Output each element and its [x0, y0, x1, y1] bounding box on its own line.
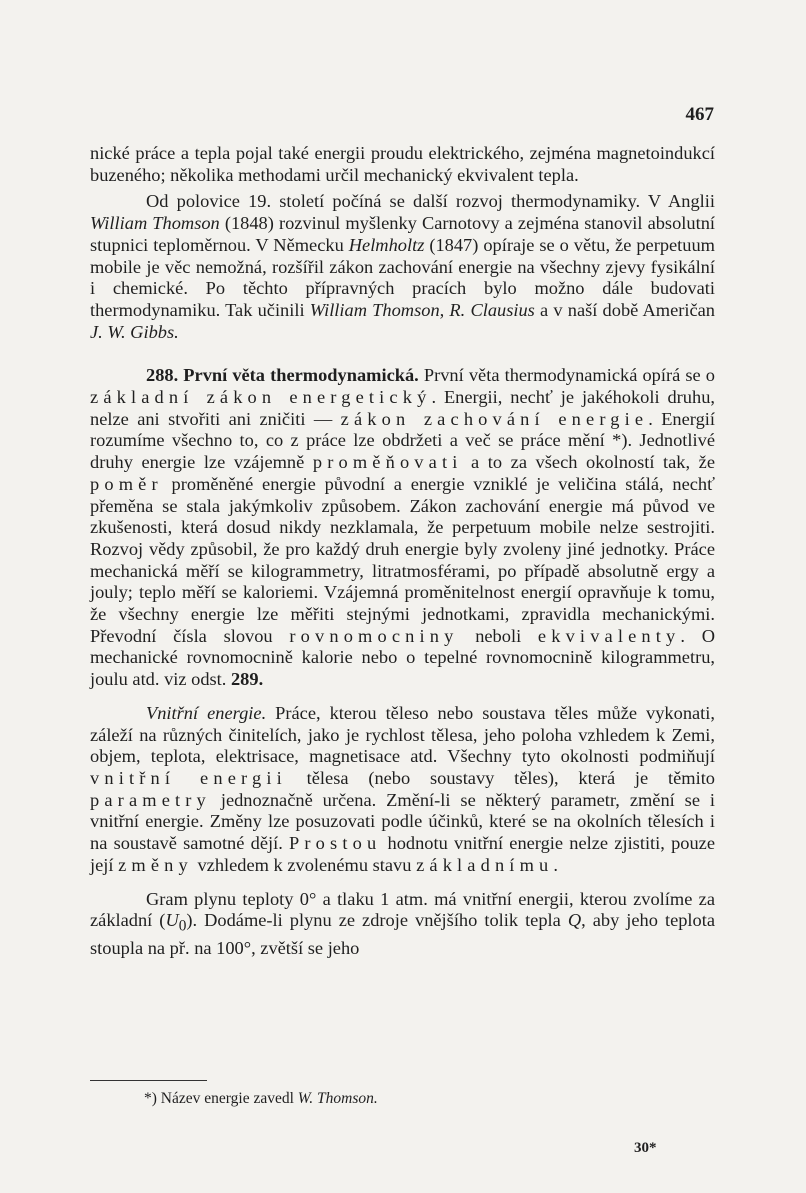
text-run: (1848) rozvinul myšlenky Carnotovy a zejména stanovil absolutní stupnici teploměrnou. V Německu — [90, 213, 716, 255]
spaced-term: rovnomocniny — [289, 625, 459, 646]
internal-energy-paragraph — [90, 703, 715, 877]
text-run: . Energií rozumíme všechno to, co z práce lze obdržeti a več se práce mění *). Jednotlivé druhy energie lze vzájemně — [90, 408, 715, 473]
spaced-term: poměr — [90, 473, 163, 494]
body-text — [90, 143, 715, 959]
text-run: hodnotu vnitřní energie nelze zjistiti, pouze její — [90, 833, 715, 875]
section-reference: 289. — [230, 669, 264, 690]
page-number: 467 — [685, 104, 714, 125]
spaced-term: parametry — [90, 789, 211, 810]
section-288-paragraph — [90, 365, 715, 691]
text-run: (1847) opíraje se o větu, že perpetuum mobile je věc nemožná, rozšířil zákon zachování energie na všechny zjevy fysikální i chemické. Po těchto přípravných pracích bylo možno dále budovati thermodynamiku. Tak učinili — [90, 234, 715, 320]
text-run: . — [553, 854, 558, 875]
person-name: J. W. Gibbs. — [90, 321, 179, 342]
spaced-term: základnímu — [416, 854, 554, 875]
text-run: neboli — [458, 625, 538, 646]
text-run: proměněné energie původní a energie vzniklé je veličina stálá, nechť přeměna se stala jakýmkoliv způsobem. Zákon zachování energie má původ ve zkušenosti, která dosud nikdy nezklamala, že perpetuum mobile nelze sestrojiti. Rozvoj vědy způsobil, že pro každý druh energie byly zvoleny jiné jednotky. Práce mechanická měří se kilogrammetry, litratmosférami, po případě absolutně ergy a jouly; teplo měří se kaloriemi. Vzájemná proměnitelnost energií opravňuje k tomu, že všechny energie lze měřiti stejnými jednotkami, zpravidla mechanickými. Převodní čísla slovou — [90, 473, 715, 646]
paragraph-1 — [90, 143, 715, 186]
math-subscript: 0 — [178, 917, 187, 935]
person-name: Helmholtz — [348, 234, 425, 255]
footnote — [144, 1090, 378, 1108]
sheet-signature: 30* — [634, 1140, 657, 1156]
italic-term: Vnitřní energie. — [146, 702, 267, 723]
text-run: a v naší době Američan — [534, 299, 715, 320]
text-run: Od polovice 19. století počíná se další rozvoj thermodynamiky. V Anglii — [146, 191, 715, 212]
footnote-rule — [90, 1080, 207, 1081]
person-name: W. Thomson. — [297, 1090, 378, 1107]
spaced-term: proměňovati — [312, 452, 463, 473]
person-name: William Thomson, R. Clausius — [309, 299, 535, 320]
spaced-term: vnitřní energii — [90, 767, 287, 788]
spaced-term: ekvivalenty — [537, 625, 681, 646]
text-run: a to za všech okolností tak, že — [462, 452, 715, 473]
text-run: tělesa (nebo soustavy těles), která je těmito — [286, 767, 715, 788]
math-variable: U — [165, 910, 179, 931]
text-run: nické práce a tepla pojal také energii proudu elektrického, zejména magnetoindukcí buzeného; několika methodami určil mechanický ekvivalent tepla. — [90, 143, 715, 185]
math-variable: Q — [567, 910, 582, 931]
section-heading: 288. První věta thermodynamická. — [146, 365, 419, 386]
text-run: jednoznačně určena. Změní-li se některý parametr, změní se i vnitřní energie. Změny lze posuzovati podle účinků, které se na okolních tělesích i na soustavě samotné dějí. — [90, 789, 715, 854]
footnote-mark: *) — [144, 1090, 157, 1107]
text-run: ). Dodáme-li plynu ze zdroje vnějšího tolik tepla — [186, 910, 568, 931]
text-run: První věta thermodynamická opírá se o — [418, 365, 715, 386]
text-run: Gram plynu teploty 0° a tlaku 1 atm. má vnitřní energii, kterou zvolíme za základní ( — [90, 888, 715, 931]
spaced-term: Prostou — [289, 833, 382, 854]
gas-paragraph — [90, 889, 715, 960]
person-name: William Thomson — [90, 213, 220, 234]
text-run: vzhledem k zvolenému stavu — [192, 854, 417, 875]
text-run: . O mechanické rovnomocnině kalorie nebo o tepelné rovnomocnině kilogrammetru, joulu atd. viz odst. — [90, 625, 716, 690]
text-run: Práce, kterou těleso nebo soustava těles může vykonati, záleží na různých činitelích, jako je rychlost tělesa, jeho poloha vzhledem k Zemi, objem, teplota, elektrisace, magnetisace atd. Všechny tyto okolnosti podmiňují — [90, 702, 715, 767]
spaced-term: základní zákon energetický — [90, 387, 432, 408]
paragraph-2 — [90, 191, 715, 343]
text-run: , aby jeho teplota stoupla na př. na 100°, zvětší se jeho — [90, 910, 716, 958]
spaced-term: změny — [118, 854, 193, 875]
spaced-term: zákon zachování energie — [340, 408, 649, 429]
text-run: . Energii, nechť je jakéhokoli druhu, nelze ani stvořiti ani zničiti — — [90, 387, 715, 429]
text-run: Název energie zavedl — [156, 1090, 298, 1107]
